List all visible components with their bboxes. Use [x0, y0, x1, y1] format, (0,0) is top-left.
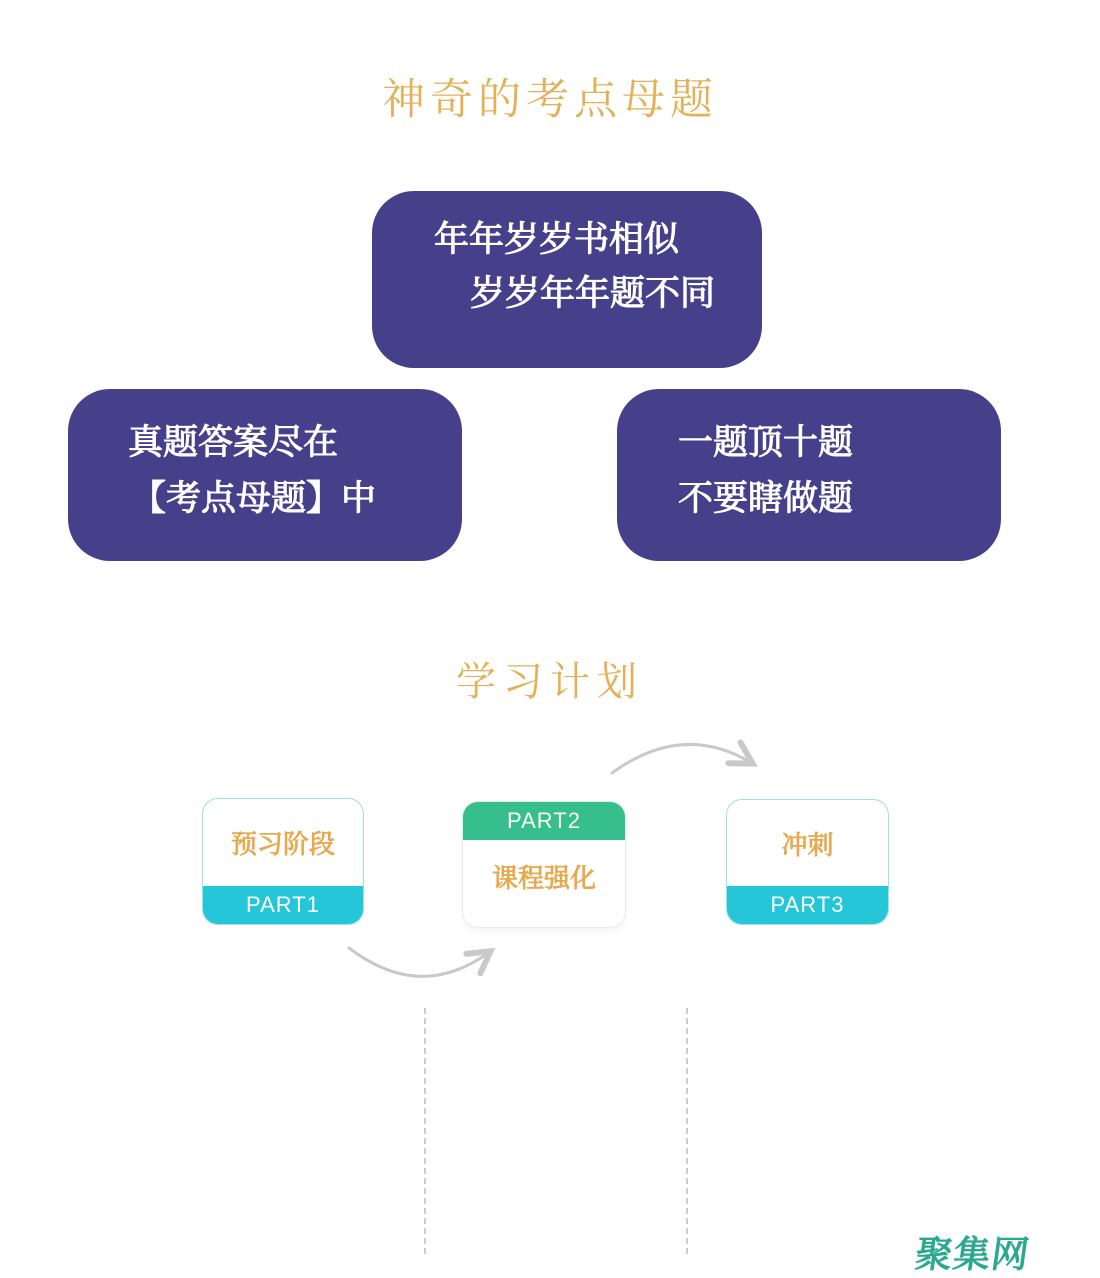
plan-card-part1-label: 预习阶段: [230, 829, 335, 859]
plan-card-part2-band: PART2: [463, 802, 625, 840]
quote-right-line2: 不要瞎做题: [678, 479, 854, 518]
quote-box-right: [617, 389, 1001, 561]
quote-box-left: [68, 389, 462, 561]
quote-box-top: [372, 191, 762, 368]
quote-right-line1: 一题顶十题: [678, 423, 854, 462]
quote-left-line1: 真题答案尽在: [128, 423, 339, 462]
plan-card-part1: [202, 798, 364, 925]
page-title-plan: 学习计划: [456, 659, 644, 705]
dashed-guide-left: [424, 1008, 426, 1254]
quote-left-line2: 【考点母题】中: [131, 479, 377, 518]
dashed-guide-right: [686, 1008, 688, 1254]
curved-arrow-part2-to-part3-icon: [612, 744, 750, 773]
plan-card-part2: [462, 801, 626, 928]
plan-card-part3-band: PART3: [727, 886, 888, 924]
page-title-main: 神奇的考点母题: [382, 75, 718, 125]
plan-card-part2-label: 课程强化: [491, 863, 596, 893]
plan-card-part3: [726, 799, 889, 925]
quote-top-line2: 岁岁年年题不同: [470, 274, 716, 313]
plan-card-part3-label: 冲刺: [781, 829, 834, 860]
quote-top-line1: 年年岁岁书相似: [434, 220, 680, 259]
plan-card-part1-band: PART1: [203, 886, 363, 924]
curved-arrow-part1-to-part2-icon: [349, 948, 488, 976]
site-watermark: 聚集网: [912, 1234, 1033, 1275]
